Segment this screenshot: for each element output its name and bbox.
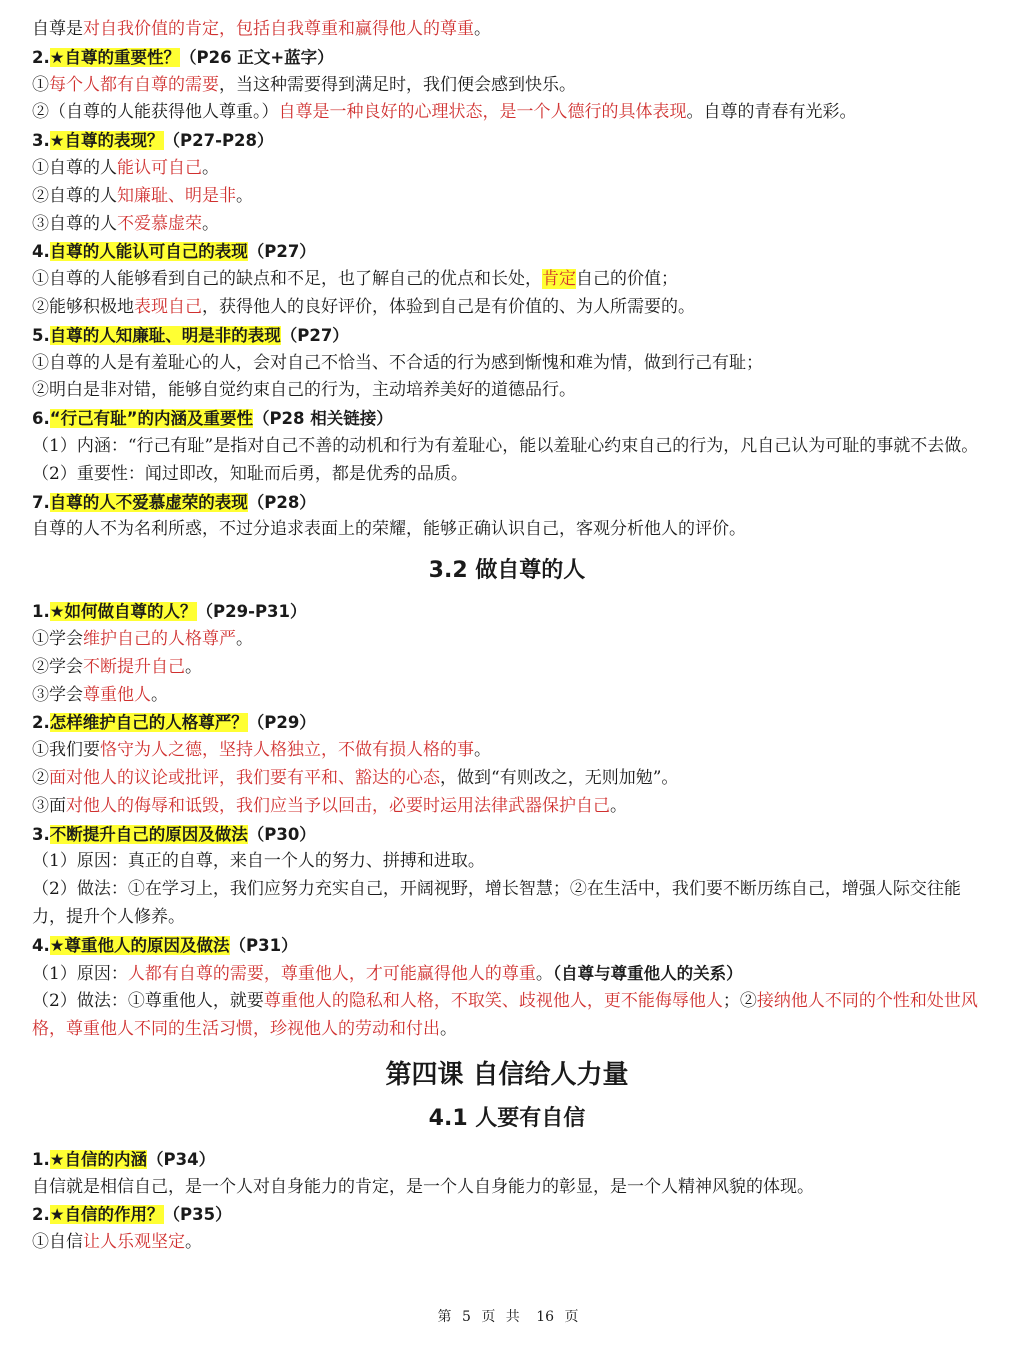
text: ① (32, 74, 49, 95)
list-item (32, 737, 982, 765)
paragraph: 自尊的人不为名利所惑，不过分追求表面上的荣耀，能够正确认识自己，客观分析他人的评价。 (32, 519, 746, 540)
text: 。 (440, 1019, 457, 1040)
footer-text: 页 (564, 1309, 579, 1325)
text: ，获得他人的良好评价，体验到自己是有价值的、为人所需要的。 (202, 296, 695, 317)
heading-importance (32, 44, 982, 72)
list-item: （1）原因：真正的自尊，来自一个人的努力、拼搏和进取。 (32, 851, 485, 872)
heading-highlight: ★尊重他人的原因及做法 (49, 935, 230, 955)
heading-number: 4. (32, 242, 50, 262)
heading-no-vanity (32, 489, 982, 517)
list-item (32, 294, 982, 322)
footer-text: 页 (481, 1309, 496, 1325)
heading-highlight: ★自尊的表现？ (49, 131, 164, 151)
list-item (32, 211, 982, 239)
list-item (32, 1229, 982, 1257)
text: 自己的价值； (576, 269, 678, 290)
heading-highlight: 怎样维护自己的人格尊严？ (49, 713, 248, 733)
heading-shame-and-right (32, 322, 982, 350)
heading-highlight: ★自信的作用？ (49, 1205, 164, 1225)
heading-improve-self (32, 821, 982, 849)
key-point: 尊重他人 (83, 684, 151, 705)
text: 。 (474, 740, 491, 761)
heading-number: 1. (32, 602, 50, 622)
text: 自尊是 (32, 19, 83, 39)
heading-highlight: 自尊的人不爱慕虚荣的表现 (49, 492, 248, 512)
definition-line (32, 16, 982, 44)
text: ①自尊的人 (32, 157, 117, 178)
key-point: 自尊是一种良好的心理状态，是一个人德行的具体表现 (278, 102, 687, 123)
text: ①自信 (32, 1232, 83, 1253)
text: ③自尊的人 (32, 213, 117, 234)
section-title-4-1: 4.1 人要有自信 (428, 1105, 586, 1131)
heading-number: 7. (32, 492, 50, 512)
page-footer (0, 1306, 1016, 1326)
heading-manifestation (32, 127, 982, 155)
heading-dignity (32, 709, 982, 737)
list-item (32, 682, 982, 710)
heading-highlight: ★自信的内涵 (49, 1149, 148, 1169)
text: 。 (202, 213, 219, 234)
text: 。 (151, 684, 168, 705)
heading-number: 2. (32, 713, 50, 733)
heading-number: 2. (32, 47, 50, 67)
heading-confidence-meaning (32, 1146, 982, 1174)
text: ③学会 (32, 684, 83, 705)
heading-highlight: ★自尊的重要性？ (49, 47, 181, 67)
list-item: （2）重要性：闻过即改，知耻而后勇，都是优秀的品质。 (32, 463, 468, 484)
heading-respect-others (32, 932, 982, 960)
list-item (32, 960, 982, 989)
list-item (32, 99, 982, 127)
text: ②学会 (32, 656, 83, 677)
heading-confidence-effect (32, 1201, 982, 1229)
text: 。 (236, 628, 253, 649)
heading-number: 6. (32, 409, 50, 429)
text: ②自尊的人 (32, 185, 117, 206)
list-item (32, 626, 982, 654)
footer-text: 共 (505, 1309, 520, 1325)
key-point: 对他人的侮辱和诋毁，我们应当予以回击，必要时运用法律武器保护自己 (66, 795, 610, 816)
heading-number: 3. (32, 131, 50, 151)
heading-highlight: 自尊的人知廉耻、明是非的表现 (49, 325, 281, 345)
heading-recognize-self (32, 238, 982, 266)
key-point: 让人乐观坚定 (83, 1232, 185, 1253)
text: ①我们要 (32, 740, 100, 761)
text: 。 (236, 185, 253, 206)
key-point: 每个人都有自尊的需要 (49, 74, 219, 95)
page-ref: （P26 正文+蓝字） (180, 47, 334, 67)
list-item (32, 183, 982, 211)
list-item (32, 72, 982, 100)
heading-number: 5. (32, 325, 50, 345)
key-point: 恪守为人之德，坚持人格独立，不做有损人格的事 (100, 740, 474, 761)
text: ①学会 (32, 628, 83, 649)
text: 。 (474, 19, 491, 39)
page-ref: （P29） (247, 713, 316, 733)
key-point: 不断提升自己 (83, 656, 185, 677)
list-item: ①自尊的人是有羞耻心的人，会对自己不恰当、不合适的行为感到惭愧和难为情，做到行己有耻； (32, 352, 763, 373)
text: ②能够积极地 (32, 296, 134, 317)
text: ；② (722, 991, 757, 1012)
heading-highlight: ★如何做自尊的人？ (49, 602, 197, 622)
key-point: 人都有自尊的需要，尊重他人，才可能赢得他人的尊重 (127, 963, 536, 984)
page-ref: （P34） (147, 1149, 216, 1169)
key-point: 肯定 (542, 269, 576, 290)
section-title-3-2: 3.2 做自尊的人 (428, 558, 586, 584)
list-item (32, 155, 982, 183)
text: 。自尊的青春有光彩。 (686, 102, 857, 123)
list-item: ②明白是非对错，能够自觉约束自己的行为，主动培养美好的道德品行。 (32, 380, 576, 401)
key-point: 维护自己的人格尊严 (83, 628, 236, 649)
text: ①自尊的人能够看到自己的缺点和不足，也了解自己的优点和长处， (32, 269, 542, 290)
key-point: 尊重他人的隐私和人格，不取笑、歧视他人，更不能侮辱他人 (263, 991, 723, 1012)
key-point: 表现自己 (134, 296, 202, 317)
footer-text: 第 (437, 1309, 452, 1325)
key-point: 不爱慕虚荣 (117, 213, 202, 234)
page-ref: （P27） (247, 242, 316, 262)
total-pages: 16 (536, 1309, 555, 1325)
text: 。 (185, 1232, 202, 1253)
current-page-number: 5 (461, 1309, 471, 1325)
list-item: （2）做法：①在学习上，我们应努力充实自己，开阔视野，增长智慧；②在生活中，我们要不断历练自己，增强人际交往能力，提升个人修养。 (32, 879, 961, 927)
text: 。 (185, 656, 202, 677)
text: 。 (610, 795, 627, 816)
page-ref: （P30） (247, 824, 316, 844)
text: ③面 (32, 795, 66, 816)
key-point: 接纳他人不同的个性和处世风格，尊重他人不同的生活习惯，珍视他人的劳动和付出 (32, 991, 978, 1040)
list-item: （1）内涵：“行己有耻”是指对自己不善的动机和行为有羞耻心，能以羞耻心约束自己的行为，凡自己认为可耻的事就不去做。 (32, 435, 979, 456)
text: （2）做法：①尊重他人，就要 (32, 991, 264, 1012)
text: 。 (202, 157, 219, 178)
text: ，当这种需要得到满足时，我们便会感到快乐。 (219, 74, 576, 95)
heading-number: 3. (32, 824, 50, 844)
key-point: 知廉耻、明是非 (117, 185, 236, 206)
text: 。 (535, 963, 553, 984)
key-point: 面对他人的议论或批评，我们要有平和、豁达的心态 (49, 767, 440, 788)
document-page (32, 16, 982, 1257)
page-ref: （P27） (280, 325, 349, 345)
list-item (32, 266, 982, 294)
heading-highlight: “行己有耻”的内涵及重要性 (49, 409, 253, 429)
page-ref: （P27-P28） (163, 131, 274, 151)
heading-xing-ji-you-chi (32, 405, 982, 433)
page-ref: （P28） (247, 492, 316, 512)
page-ref: （P31） (229, 935, 298, 955)
page-ref: （P29-P31） (196, 602, 307, 622)
paragraph: 自信就是相信自己，是一个人对自身能力的肯定，是一个人自身能力的彰显，是一个人精神风貌的体现。 (32, 1176, 814, 1197)
list-item (32, 654, 982, 682)
list-item (32, 793, 982, 821)
heading-highlight: 自尊的人能认可自己的表现 (49, 242, 248, 262)
list-item (32, 988, 982, 1044)
heading-number: 1. (32, 1149, 50, 1169)
text: ② (32, 767, 49, 788)
text: ②（自尊的人能获得他人尊重。） (32, 102, 279, 123)
lesson-title: 第四课 自信给人力量 (385, 1059, 629, 1090)
list-item (32, 765, 982, 793)
heading-highlight: 不断提升自己的原因及做法 (49, 824, 248, 844)
text: ，做到“有则改之，无则加勉”。 (440, 767, 679, 788)
heading-number: 4. (32, 935, 50, 955)
text: （1）原因： (32, 963, 128, 984)
key-point: 能认可自己 (117, 157, 202, 178)
note: （自尊与尊重他人的关系） (552, 963, 743, 983)
page-ref: （P28 相关链接） (252, 409, 393, 429)
heading-number: 2. (32, 1205, 50, 1225)
key-point: 对自我价值的肯定，包括自我尊重和赢得他人的尊重 (83, 19, 474, 39)
heading-how-to (32, 598, 982, 626)
page-ref: （P35） (163, 1205, 232, 1225)
